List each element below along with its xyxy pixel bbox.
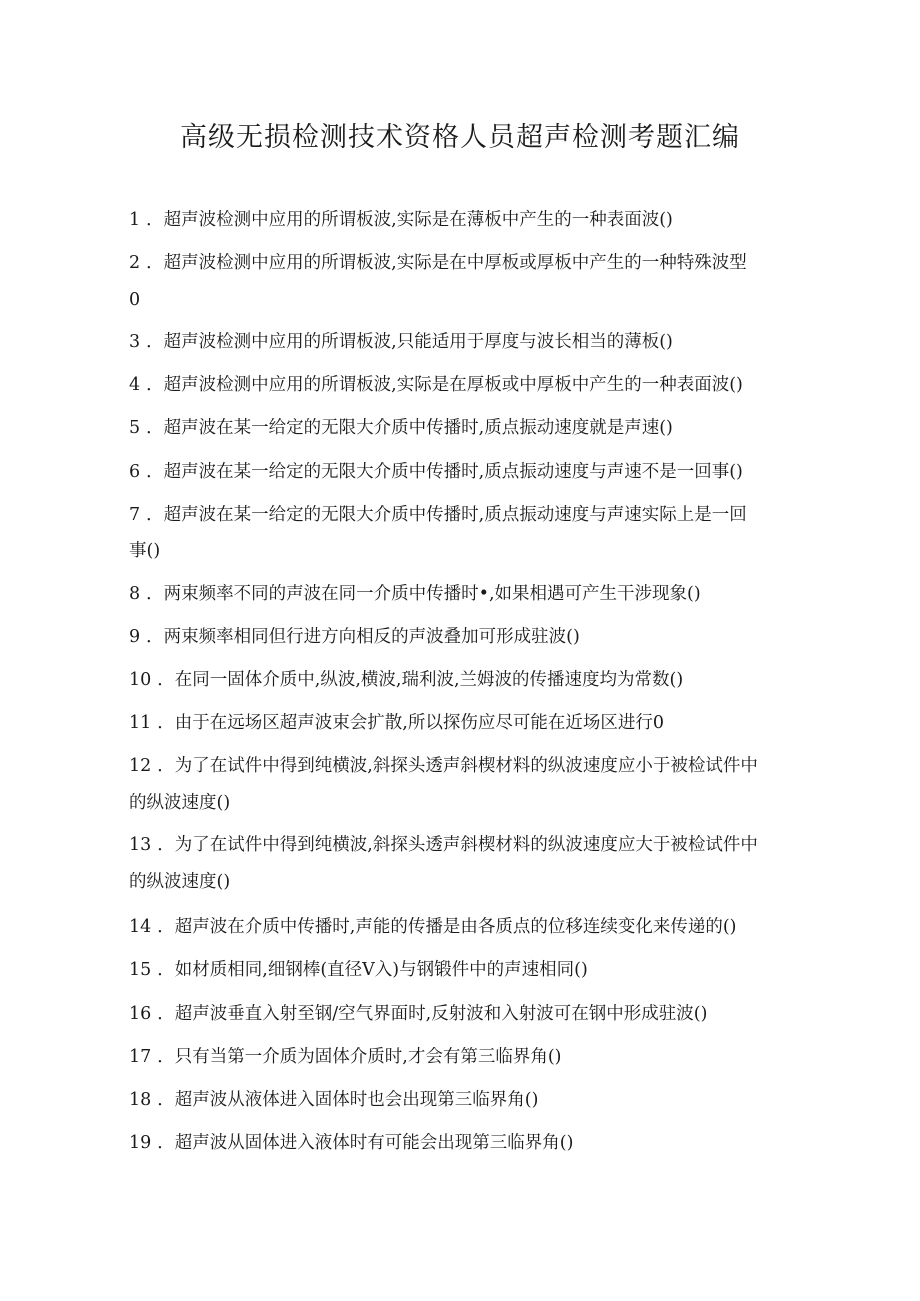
question-text: ．超声波从固体进入液体时有可能会出现第三临界角() [157,1133,574,1153]
question-item [129,616,794,659]
question-item [129,702,794,745]
question-text: ．两束频率相同但行进方向相反的声波叠加可形成驻波() [146,627,580,647]
question-number: 7 [129,505,141,525]
question-text: ．为了在试件中得到纯横波,斜探头透声斜楔材料的纵波速度应大于被检试件中 [157,835,758,855]
question-number: 15 [129,960,152,980]
question-text: ．超声波从液体进入固体时也会出现第三临界角() [157,1090,539,1110]
question-text: ．超声波在介质中传播时,声能的传播是由各质点的位移连续变化来传递的() [157,917,737,937]
question-number: 11 [129,713,152,733]
question-text: ．超声波在某一给定的无限大介质中传播时,质点振动速度与声速不是一回事() [146,462,743,482]
question-number: 2 [129,253,141,273]
question-text: ．超声波检测中应用的所谓板波,实际是在薄板中产生的一种表面波() [146,210,673,230]
question-text: ．两束频率不同的声波在同一介质中传播时•,如果相遇可产生干涉现象() [146,584,701,604]
question-number: 12 [129,756,152,776]
question-item [129,573,794,616]
question-text: ．只有当第一介质为固体介质时,才会有第三临界角() [157,1047,562,1067]
question-number: 14 [129,917,152,937]
question-text-continued: 的纵波速度() [129,872,231,892]
question-text: ．超声波检测中应用的所谓板波,实际是在厚板或中厚板中产生的一种表面波() [146,375,743,395]
question-number: 4 [129,375,141,395]
question-item [129,1122,794,1165]
question-text: ．超声波检测中应用的所谓板波,实际是在中厚板或厚板中产生的一种特殊波型 [146,253,747,273]
question-item [129,364,794,407]
question-text: ．超声波在某一给定的无限大介质中传播时,质点振动速度与声速实际上是一回 [146,505,747,525]
question-number: 5 [129,418,141,438]
question-text-continued: 0 [129,290,141,310]
question-text: ．超声波垂直入射至钢/空气界面时,反射波和入射波可在钢中形成驻波() [157,1004,708,1024]
question-text: ．超声波在某一给定的无限大介质中传播时,质点振动速度就是声速() [146,418,673,438]
question-item [129,949,794,992]
question-text: ．由于在远场区超声波束会扩散,所以探伤应尽可能在近场区进行0 [157,713,664,733]
question-item [129,451,794,494]
question-number: 19 [129,1133,152,1153]
question-text-continued: 的纵波速度() [129,793,231,813]
question-number: 9 [129,627,141,647]
question-number: 10 [129,670,152,690]
question-text: ．为了在试件中得到纯横波,斜探头透声斜楔材料的纵波速度应小于被检试件中 [157,756,758,776]
question-text: ．如材质相同,细钢棒(直径Ⅴ入)与钢锻件中的声速相同() [157,960,588,980]
question-text-continued: 事() [129,541,161,561]
question-number: 18 [129,1090,152,1110]
question-item [129,1079,794,1122]
question-number: 13 [129,835,152,855]
question-number: 1 [129,210,141,230]
question-text: ．在同一固体介质中,纵波,横波,瑞利波,兰姆波的传播速度均为常数() [157,670,684,690]
question-item [129,906,794,949]
question-item [129,1036,794,1079]
question-item [129,321,794,364]
document-title: 高级无损检测技术资格人员超声检测考题汇编 [180,122,740,153]
question-number: 8 [129,584,141,604]
question-item [129,199,794,242]
question-number: 3 [129,332,141,352]
question-number: 17 [129,1047,152,1067]
question-item [129,407,794,450]
question-text: ．超声波检测中应用的所谓板波,只能适用于厚度与波长相当的薄板() [146,332,673,352]
question-item [129,993,794,1036]
question-number: 6 [129,462,141,482]
question-number: 16 [129,1004,152,1024]
question-item [129,659,794,702]
